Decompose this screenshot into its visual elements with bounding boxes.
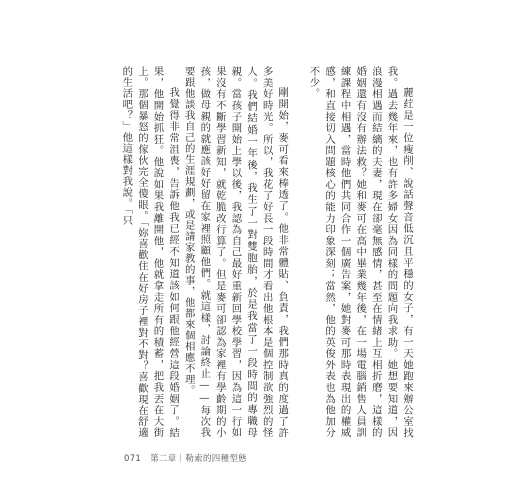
page-number: 071 — [124, 454, 142, 464]
paragraph-1: 麗荭是一位瘦削、說話聲音低沉且平穩的女子，有一天她跑來辦公室找我。過去幾年來，也有許多婦女因為同樣的問題向我求助。她想要知道，因浪漫相遇而結縭的夫妻，現在卻毫無感情，甚至在情緒上互相折磨，這樣的婚姻還有沒有辦法救？她和麥可在高中畢業幾年後，在一場電腦銷售人員訓練課程中相遇，當時他們共同合作一個廣告案，她對麥可那時表現出的權威感，和直接切入問題核心的能力印象深刻；當然，他的英俊外表也為他加分不少。 — [307, 66, 413, 438]
paragraph-2: 剛開始，麥可看來棒透了。他非常體貼、負責，我們那時真的度過了許多美好時光。所以，我花了好長一段時間才看出他根本是個控制欲強烈的怪人。我們結婚一年後，我生了一對雙胞胎，於是我當了一段時間的專職母親。當孩子開始上學以後，我認為自己最好重新回學校學習，因為這一行如果沒有不斷學習新知，就乾脆改行算了。但是麥可卻認為家裡有學齡期的小孩，做母親的就應該好好留在家裡照顧他們。就這樣，討論終止——每次我要跟他談我自己的生涯規劃，或是請家教的事，他都來個相應不理。 — [182, 66, 289, 438]
body-text — [104, 66, 414, 438]
paragraph-gap — [289, 66, 305, 438]
page-footer — [124, 452, 247, 464]
paragraph-3: 我覺得非常沮喪，告訴他我已經不知道該如何跟他經營這段婚姻了。結果，他開始抓狂。他說如果我離開他，他就拿走所有的積蓄，把我丟在大街上。那個暴怒的傢伙完全傻眼。「妳喜歡住在好房子裡對不對？喜歡現在舒適的生活吧？」他這樣對我說。「只 — [120, 66, 180, 438]
chapter-title: 第二章｜勒索的四種型態 — [150, 454, 247, 464]
